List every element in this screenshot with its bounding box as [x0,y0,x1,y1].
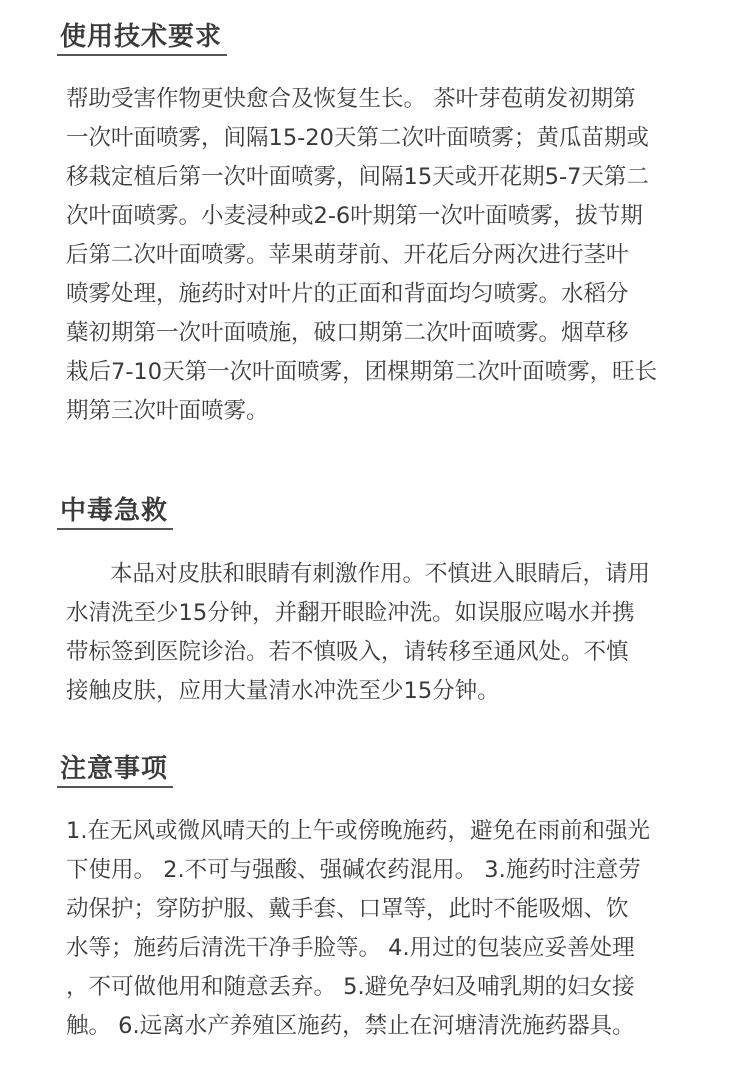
text-line: 次叶面喷雾。小麦浸种或2-6叶期第一次叶面喷雾，拔节期 [66,203,643,229]
text-line: 下使用。 2.不可与强酸、强碱农药混用。 3.施药时注意劳 [66,857,641,883]
text-line: 期第三次叶面喷雾。 [66,398,269,424]
text-line: 水等；施药后清洗干净手脸等。 4.用过的包装应妥善处理 [66,935,635,961]
text-line: 触。 6.远离水产养殖区施药，禁止在河塘清洗施药器具。 [66,1013,635,1039]
text-line: ，不可做他用和随意丢弃。 5.避免孕妇及哺乳期的妇女接 [66,974,635,1000]
section-title-notes: 注意事项 [60,754,169,784]
text-line: 后第二次叶面喷雾。苹果萌芽前、开花后分两次进行茎叶 [66,242,629,268]
text-line: 一次叶面喷雾，间隔15-20天第二次叶面喷雾；黄瓜苗期或 [66,125,649,151]
text-line: 蘖初期第一次叶面喷施，破口期第二次叶面喷雾。烟草移 [66,320,629,346]
text-line: 动保护；穿防护服、戴手套、口罩等，此时不能吸烟、饮 [66,896,629,922]
text-line: 帮助受害作物更快愈合及恢复生长。 茶叶芽苞萌发初期第 [66,86,636,112]
notes-paragraph [66,812,684,1046]
usage-paragraph [66,80,684,431]
text-line: 带标签到医院诊治。若不慎吸入，请转移至通风处。不慎 [66,639,629,665]
section-title-usage: 使用技术要求 [60,22,223,52]
section-underline [57,54,227,56]
section-underline [57,528,173,530]
text-line: 移栽定植后第一次叶面喷雾，间隔15天或开花期5-7天第二 [66,164,649,190]
section-underline [57,786,173,788]
text-line: 水清洗至少15分钟，并翻开眼睑冲洗。如误服应喝水并携 [66,600,635,626]
section-title-poison: 中毒急救 [60,496,169,526]
text-line: 接触皮肤，应用大量清水冲洗至少15分钟。 [66,678,500,704]
text-line: 本品对皮肤和眼睛有刺激作用。不慎进入眼睛后，请用 [110,561,651,587]
text-line: 喷雾处理，施药时对叶片的正面和背面均匀喷雾。水稻分 [66,281,629,307]
text-line: 栽后7-10天第一次叶面喷雾，团棵期第二次叶面喷雾，旺长 [66,359,658,385]
poison-paragraph [66,555,684,711]
text-line: 1.在无风或微风晴天的上午或傍晚施药，避免在雨前和强光 [66,818,650,844]
